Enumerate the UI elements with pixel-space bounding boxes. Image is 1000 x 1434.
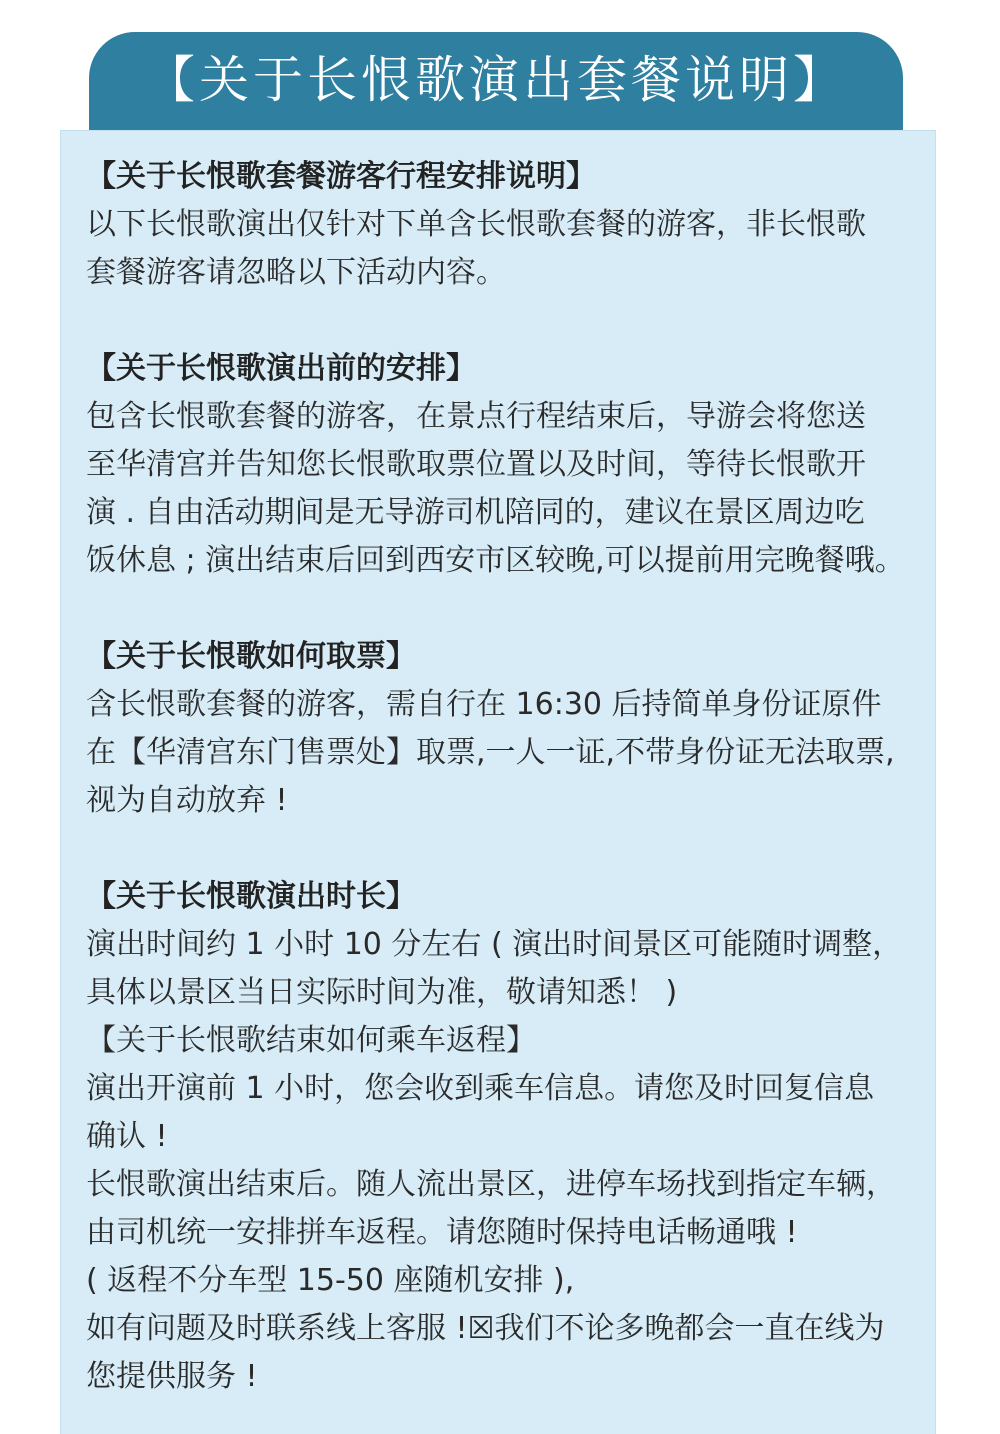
paragraph-line: 饭休息 ; 演出结束后回到西安市区较晚,可以提前用完晚餐哦。 <box>86 543 905 578</box>
section-heading-duration: 【关于长恨歌演出时长】 <box>86 879 416 914</box>
paragraph-line: 以下长恨歌演出仅针对下单含长恨歌套餐的游客，非长恨歌 <box>86 207 866 242</box>
paragraph-line: 演 . 自由活动期间是无导游司机陪同的，建议在景区周边吃 <box>86 495 865 530</box>
section-heading-tickets: 【关于长恨歌如何取票】 <box>86 639 416 674</box>
paragraph-line: 包含长恨歌套餐的游客，在景点行程结束后，导游会将您送 <box>86 399 866 434</box>
paragraph-line: 在【华清宫东门售票处】取票,一人一证,不带身份证无法取票, <box>86 735 895 770</box>
paragraph-line: 长恨歌演出结束后。随人流出景区，进停车场找到指定车辆， <box>86 1167 896 1202</box>
section-heading-return-trip: 【关于长恨歌结束如何乘车返程】 <box>86 1023 536 1058</box>
paragraph-line: 具体以景区当日实际时间为准，敬请知悉！ ) <box>86 975 678 1010</box>
paragraph-line: 如有问题及时联系线上客服 !☒我们不论多晚都会一直在线为 <box>86 1311 885 1346</box>
paragraph-line: 由司机统一安排拼车返程。请您随时保持电话畅通哦 ! <box>86 1215 798 1250</box>
paragraph-line: 演出开演前 1 小时，您会收到乘车信息。请您及时回复信息 <box>86 1071 875 1106</box>
paragraph-line: ( 返程不分车型 15-50 座随机安排 ), <box>86 1263 575 1298</box>
content-body <box>86 153 931 1401</box>
header-banner <box>89 32 903 136</box>
section-heading-before-show: 【关于长恨歌演出前的安排】 <box>86 351 476 386</box>
paragraph-line: 视为自动放弃 ! <box>86 783 288 818</box>
section-spacer <box>86 297 931 345</box>
paragraph-line: 演出时间约 1 小时 10 分左右 ( 演出时间景区可能随时调整， <box>86 927 903 962</box>
paragraph-line: 含长恨歌套餐的游客，需自行在 16:30 后持简单身份证原件 <box>86 687 882 722</box>
paragraph-line: 您提供服务 ! <box>86 1359 258 1394</box>
section-heading-itinerary: 【关于长恨歌套餐游客行程安排说明】 <box>86 159 596 194</box>
section-spacer <box>86 585 931 633</box>
paragraph-line: 确认 ! <box>86 1119 168 1154</box>
page-title: 【关于长恨歌演出套餐说明】 <box>145 51 847 109</box>
section-spacer <box>86 825 931 873</box>
paragraph-line: 至华清宫并告知您长恨歌取票位置以及时间，等待长恨歌开 <box>86 447 866 482</box>
paragraph-line: 套餐游客请忽略以下活动内容。 <box>86 255 506 290</box>
content-panel <box>60 130 936 1434</box>
